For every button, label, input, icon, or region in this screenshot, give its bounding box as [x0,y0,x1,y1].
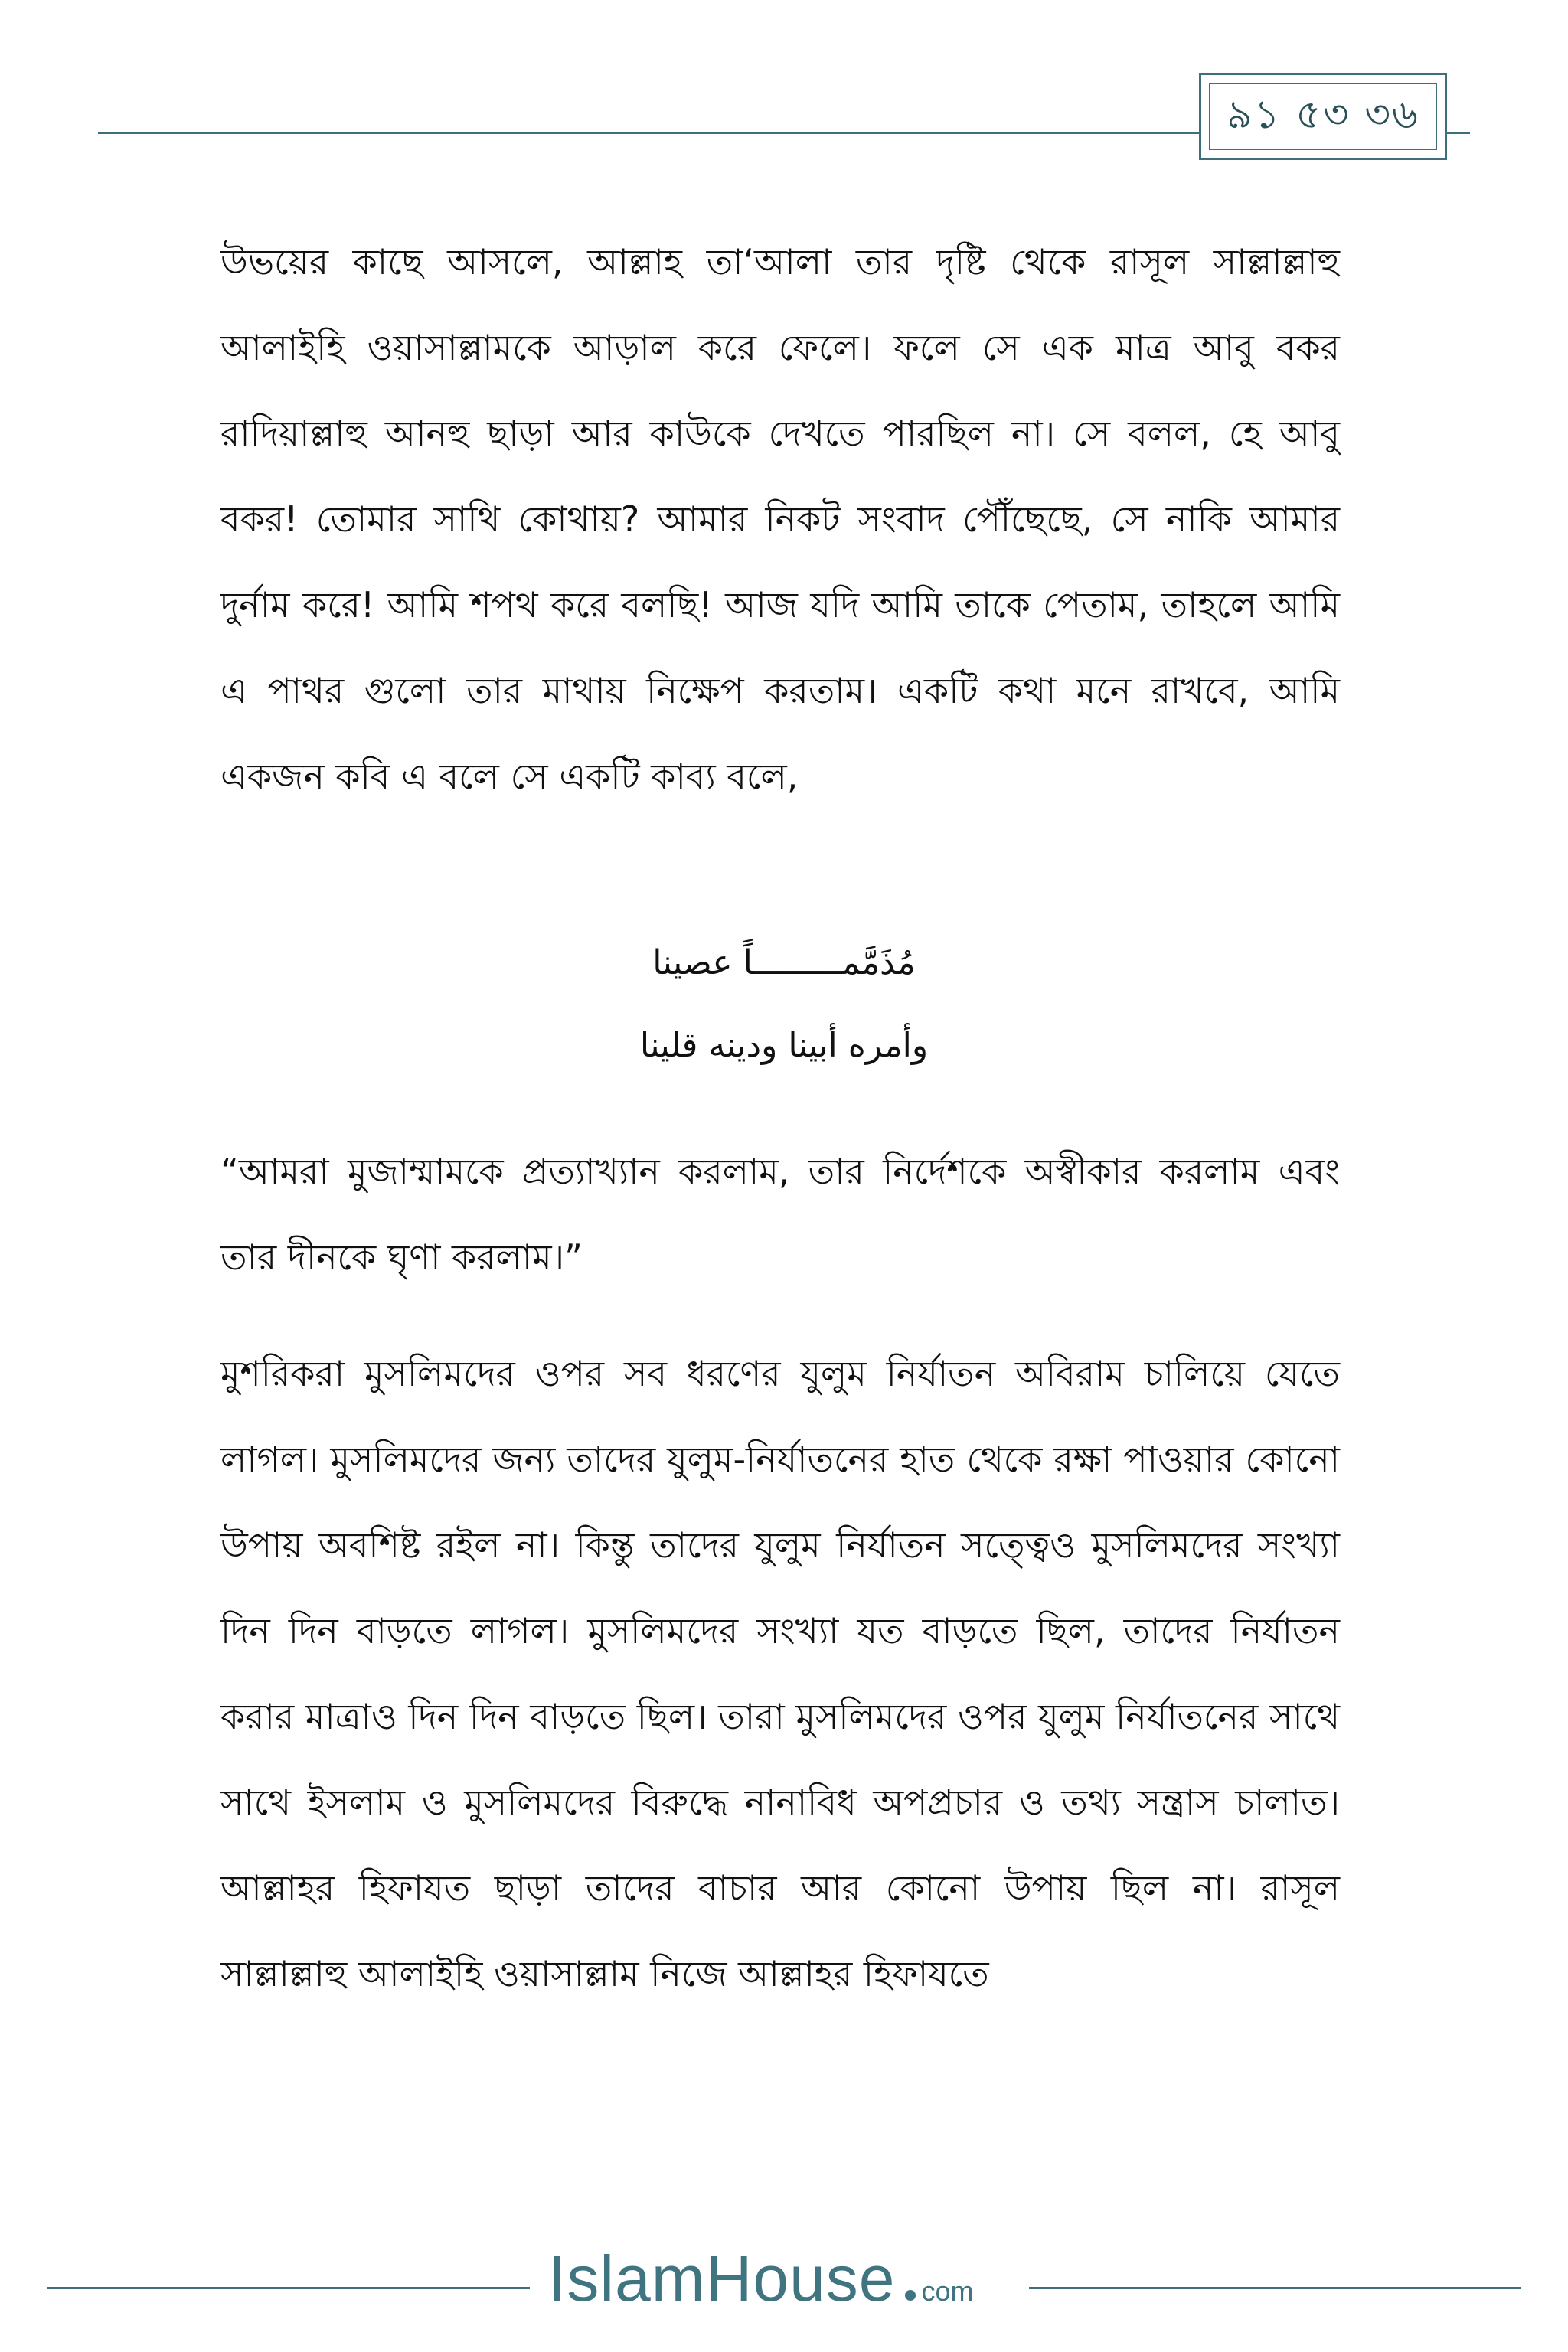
page-number-box-inner [1209,83,1437,150]
arabic-verse-line-1: مُذَمَّمـــــــــاً عصينا [652,943,916,982]
footer-rule-right [1029,2287,1521,2289]
page-number: ৯১ ৫৩ ৩৬ [1227,91,1419,138]
verse-translation: “আমরা মুজাম্মামকে প্রত্যাখ্যান করলাম, তার নির্দেশকে অস্বীকার করলাম এবং তার দীনকে ঘৃণা করলাম।” [220,1151,1340,1278]
header-rule-right [1446,132,1470,134]
brand-dot-icon [905,2290,916,2301]
paragraph-2: মুশরিকরা মুসলিমদের ওপর সব ধরণের যুলুম নির্যাতন অবিরাম চালিয়ে যেতে লাগল। মুসলিমদের জন্য তাদের যুলুম-নির্যাতনের হাত থেকে রক্ষা পাওয়ার কোনো উপায় অবশিষ্ট রইল না। কিন্তু তাদের যুলুম নির্যাতন সত্ত্বেও মুসলিমদের সংখ্যা দিন দিন বাড়তে লাগল। মুসলিমদের সংখ্যা যত বাড়তে ছিল, তাদের নির্যাতন করার মাত্রাও দিন দিন বাড়তে ছিল। তারা মুসলিমদের ওপর যুলুম নির্যাতনের সাথে সাথে ইসলাম ও মুসলিমদের বিরুদ্ধে নানাবিধ অপপ্রচার ও তথ্য সন্ত্রাস চালাত। আল্লাহর হিফাযত ছাড়া তাদের বাচার আর কোনো উপায় ছিল না। রাসূল সাল্লাল্লাহু আলাইহি ওয়াসাল্লাম নিজে আল্লাহর হিফাযতে [220,1353,1340,1994]
page-number-box [1199,73,1447,160]
header-rule-left [98,132,1202,134]
islamhouse-logo [548,2242,974,2326]
brand-name: IslamHouse [548,2243,896,2314]
footer-rule-left [47,2287,530,2289]
paragraph-1: উভয়ের কাছে আসলে, আল্লাহ তা‘আলা তার দৃষ্টি থেকে রাসূল সাল্লাল্লাহু আলাইহি ওয়াসাল্লামকে আড়াল করে ফেলে। ফলে সে এক মাত্র আবু বকর রাদিয়াল্লাহু আনহু ছাড়া আর কাউকে দেখতে পারছিল না। সে বলল, হে আবু বকর! তোমার সাথি কোথায়? আমার নিকট সংবাদ পৌঁছেছে, সে নাকি আমার দুর্নাম করে! আমি শপথ করে বলছি! আজ যদি আমি তাকে পেতাম, তাহলে আমি এ পাথর গুলো তার মাথায় নিক্ষেপ করতাম। একটি কথা মনে রাখবে, আমি একজন কবি এ বলে সে একটি কাব্য বলে, [220,241,1340,797]
arabic-verse-line-2: وأمره أبينا ودينه قلينا [639,1026,929,1065]
brand-suffix: com [921,2275,974,2307]
